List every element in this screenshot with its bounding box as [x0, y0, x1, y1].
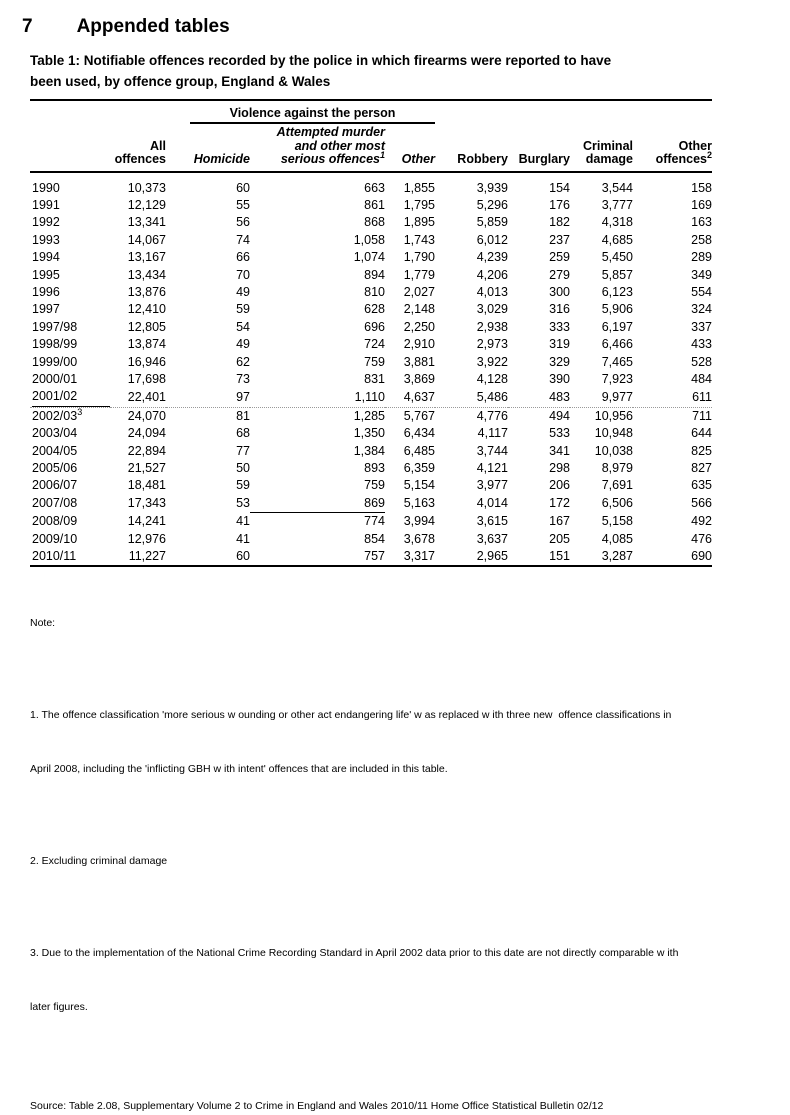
- value-cell: 3,744: [476, 443, 508, 458]
- col-label-line: Criminal: [582, 138, 633, 153]
- value-cell: 10,956: [570, 407, 633, 425]
- year-cell: [30, 477, 110, 494]
- value-cell: 74: [236, 232, 250, 247]
- value-cell: 337: [691, 319, 712, 334]
- value-cell: 77: [236, 443, 250, 458]
- footnote-marker: 1: [379, 149, 385, 160]
- value-cell: 4,206: [476, 267, 508, 282]
- value-cell: 258: [691, 232, 712, 247]
- value-cell: 5,486: [476, 389, 508, 404]
- value-cell: 60: [236, 180, 250, 195]
- value-cell: 433: [691, 337, 712, 352]
- col-label-line: [633, 149, 712, 167]
- table-row: [30, 267, 712, 284]
- value-cell: 2,250: [403, 319, 435, 334]
- year-label: 1993: [32, 232, 60, 247]
- note-line: later figures.: [30, 1001, 88, 1014]
- year-cell: [30, 301, 110, 318]
- value-cell: 3,939: [476, 180, 508, 195]
- year-cell: [30, 388, 110, 407]
- value-cell: 5,450: [601, 250, 633, 265]
- value-cell: 329: [549, 354, 570, 369]
- year-cell: [30, 284, 110, 301]
- value-cell: 182: [549, 215, 570, 230]
- value-cell: 49: [236, 284, 250, 299]
- col-label-text: serious offences: [280, 152, 380, 166]
- value-cell: 55: [236, 197, 250, 212]
- group-header-label: Violence against the person: [190, 106, 435, 124]
- table-row: [30, 477, 712, 494]
- value-cell: 2,910: [403, 337, 435, 352]
- year-cell: [30, 319, 110, 336]
- value-cell: 3,678: [403, 531, 435, 546]
- value-cell: 893: [364, 461, 385, 475]
- value-cell: 4,013: [476, 284, 508, 299]
- value-cell: 7,691: [601, 478, 633, 493]
- col-robbery: Robbery: [435, 124, 508, 172]
- value-cell: 13,876: [127, 284, 166, 299]
- value-cell: 206: [549, 478, 570, 493]
- table-row: [30, 301, 712, 318]
- value-cell: 869: [250, 495, 385, 513]
- value-cell: 635: [691, 478, 712, 493]
- value-cell: 56: [236, 215, 250, 230]
- table-row: [30, 548, 712, 566]
- value-cell: 3,029: [476, 302, 508, 317]
- col-label-line: Attempted murder: [276, 125, 385, 139]
- col-burglary: Burglary: [508, 124, 570, 172]
- value-cell: 759: [364, 478, 385, 493]
- value-cell: 289: [691, 250, 712, 265]
- source-line: Source: Table 2.08, Supplementary Volume 2 to Crime in England and Wales 2010/11 Home Office Statistical Bulletin 02/12: [30, 1100, 604, 1113]
- year-label: 1990: [32, 180, 60, 195]
- value-cell: 298: [549, 461, 570, 475]
- col-serious-offences: [250, 124, 385, 172]
- col-label-line: [250, 149, 385, 167]
- value-cell: 3,317: [385, 548, 435, 566]
- violence-group-cell: [166, 101, 435, 124]
- column-header-row: [30, 124, 712, 172]
- notes-label: Note:: [30, 617, 56, 630]
- col-label-line: and other most: [294, 138, 385, 153]
- note-2: 2. Excluding criminal damage: [30, 855, 168, 868]
- value-cell: 81: [166, 407, 250, 425]
- year-cell: [30, 443, 110, 460]
- value-cell: 2,148: [403, 302, 435, 317]
- value-cell: 566: [691, 496, 712, 511]
- table-body: [30, 172, 712, 567]
- table-title-line1: Table 1: Notifiable offences recorded by the police in which firearms were reported to have: [30, 53, 612, 68]
- value-cell: 279: [549, 267, 570, 282]
- value-cell: 11,227: [110, 548, 166, 566]
- col-label-line: Other: [678, 138, 712, 153]
- value-cell: 4,776: [435, 407, 508, 425]
- value-cell: 97: [236, 389, 250, 404]
- value-cell: 1,795: [403, 197, 435, 212]
- value-cell: 5,859: [476, 215, 508, 230]
- value-cell: 528: [691, 354, 712, 369]
- footnote-marker: 3: [77, 406, 83, 417]
- value-cell: 831: [364, 371, 385, 386]
- value-cell: 483: [549, 389, 570, 404]
- value-cell: 711: [633, 407, 712, 425]
- value-cell: 13,167: [127, 250, 166, 265]
- value-cell: 4,014: [476, 496, 508, 511]
- value-cell: 316: [549, 302, 570, 317]
- value-cell: 690: [633, 548, 712, 566]
- value-cell: 4,685: [601, 232, 633, 247]
- value-cell: 492: [691, 513, 712, 528]
- year-cell: [30, 354, 110, 371]
- section-heading: [22, 16, 712, 38]
- value-cell: 12,410: [127, 302, 166, 317]
- value-cell: 10,038: [594, 443, 633, 458]
- offences-table: [30, 101, 712, 567]
- value-cell: 484: [691, 371, 712, 386]
- value-cell: 1,855: [403, 180, 435, 195]
- value-cell: 324: [691, 302, 712, 317]
- year-cell: [30, 267, 110, 284]
- year-cell: [30, 371, 110, 388]
- value-cell: 66: [236, 250, 250, 265]
- year-cell: [30, 460, 110, 477]
- value-cell: 1,384: [353, 443, 385, 458]
- table-row: [30, 495, 712, 513]
- value-cell: 54: [236, 319, 250, 334]
- table-row: [30, 443, 712, 460]
- value-cell: 13,341: [127, 215, 166, 230]
- table-row: [30, 371, 712, 388]
- value-cell: 533: [549, 426, 570, 441]
- note-1: [30, 670, 712, 814]
- value-cell: 724: [364, 337, 385, 352]
- value-cell: 5,767: [385, 407, 435, 425]
- value-cell: 6,434: [403, 426, 435, 441]
- value-cell: 53: [236, 496, 250, 511]
- year-cell: [30, 495, 110, 513]
- col-homicide: Homicide: [166, 124, 250, 172]
- value-cell: 3,637: [476, 531, 508, 546]
- value-cell: 774: [364, 514, 385, 529]
- value-cell: 12,976: [127, 531, 166, 546]
- value-cell: 854: [364, 531, 385, 546]
- year-label: 1997/98: [32, 319, 78, 334]
- notes-section: [30, 578, 712, 1088]
- value-cell: 1,779: [403, 267, 435, 282]
- value-cell: 7,923: [601, 371, 633, 386]
- value-cell: 6,012: [476, 232, 508, 247]
- year-label: 2003/04: [32, 426, 78, 441]
- value-cell: 1,110: [354, 389, 385, 404]
- value-cell: 1,350: [353, 426, 385, 441]
- value-cell: 3,994: [403, 513, 435, 528]
- value-cell: 60: [166, 548, 250, 566]
- col-all-offences: All offences: [110, 124, 166, 172]
- value-cell: 62: [236, 354, 250, 369]
- year-label: 2008/09: [32, 513, 78, 528]
- table-row: [30, 531, 712, 548]
- value-cell: 70: [236, 267, 250, 282]
- value-cell: 13,874: [127, 337, 166, 352]
- table-row: [30, 197, 712, 214]
- value-cell: 73: [236, 371, 250, 386]
- value-cell: 12,805: [127, 319, 166, 334]
- note-line: 3. Due to the implementation of the National Crime Recording Standard in April 2002 data prior to this date are not directly comparable w ith: [30, 947, 679, 960]
- spacer-cell: [110, 101, 166, 124]
- year-cell: [30, 232, 110, 249]
- value-cell: 6,123: [601, 284, 633, 299]
- year-label: 2009/10: [32, 531, 78, 546]
- section-title: Appended tables: [76, 16, 230, 37]
- value-cell: 349: [691, 267, 712, 282]
- year-label: 2010/11: [32, 549, 77, 564]
- value-cell: 8,979: [601, 461, 633, 475]
- value-cell: 17,698: [127, 371, 166, 386]
- value-cell: 10,948: [594, 426, 633, 441]
- year-label: 1996: [32, 284, 60, 299]
- value-cell: 663: [364, 180, 385, 195]
- year-cell: [30, 336, 110, 353]
- value-cell: 205: [549, 531, 570, 546]
- value-cell: 59: [236, 478, 250, 493]
- value-cell: 3,869: [403, 371, 435, 386]
- note-line: April 2008, including the 'inflicting GBH w ith intent' offences that are included in this table.: [30, 763, 448, 776]
- value-cell: 3,615: [476, 513, 508, 528]
- year-cell: [30, 197, 110, 214]
- value-cell: 5,906: [601, 302, 633, 317]
- value-cell: 17,343: [127, 496, 166, 511]
- year-label: 2004/05: [32, 443, 78, 458]
- value-cell: 644: [691, 426, 712, 441]
- value-cell: 2,027: [403, 284, 435, 299]
- value-cell: 41: [236, 513, 250, 528]
- value-cell: 476: [691, 531, 712, 546]
- value-cell: 151: [508, 548, 570, 566]
- value-cell: 3,287: [570, 548, 633, 566]
- value-cell: 5,154: [403, 478, 435, 493]
- table-row: [30, 284, 712, 301]
- value-cell: 24,094: [127, 426, 166, 441]
- col-label-line: damage: [585, 152, 633, 166]
- value-cell: 14,241: [127, 513, 166, 528]
- value-cell: 4,085: [601, 531, 633, 546]
- value-cell: 1,058: [353, 232, 385, 247]
- value-cell: 9,977: [601, 389, 633, 404]
- year-label: 2001/02: [32, 388, 110, 406]
- year-label: 2002/03: [32, 408, 78, 423]
- year-label: 1995: [32, 267, 60, 282]
- value-cell: 825: [691, 443, 712, 458]
- value-cell: 390: [549, 371, 570, 386]
- year-cell: [30, 513, 110, 531]
- value-cell: 4,121: [476, 461, 508, 475]
- value-cell: 696: [364, 319, 385, 334]
- value-cell: 494: [508, 407, 570, 425]
- value-cell: 5,857: [601, 267, 633, 282]
- table-row: [30, 460, 712, 477]
- value-cell: 7,465: [601, 354, 633, 369]
- value-cell: 3,977: [476, 478, 508, 493]
- year-cell: [30, 425, 110, 442]
- value-cell: 14,067: [127, 232, 166, 247]
- table-row: [30, 354, 712, 371]
- value-cell: 167: [549, 513, 570, 528]
- value-cell: 861: [364, 197, 385, 212]
- group-header-row: [30, 101, 712, 124]
- value-cell: 59: [236, 302, 250, 317]
- year-label: 2007/08: [32, 496, 78, 511]
- value-cell: 1,285: [250, 407, 385, 425]
- year-label: 1999/00: [32, 354, 78, 369]
- value-cell: 22,401: [127, 389, 166, 404]
- value-cell: 21,527: [127, 461, 166, 475]
- year-cell: [30, 214, 110, 231]
- table-row: [30, 388, 712, 407]
- value-cell: 1,743: [403, 232, 435, 247]
- value-cell: 163: [691, 215, 712, 230]
- table-row: [30, 214, 712, 231]
- table-row: [30, 319, 712, 336]
- col-year: [30, 124, 110, 172]
- value-cell: 333: [549, 319, 570, 334]
- value-cell: 237: [549, 232, 570, 247]
- col-other: Other: [385, 124, 435, 172]
- footnote-marker: 2: [706, 149, 712, 160]
- value-cell: 3,881: [403, 354, 435, 369]
- value-cell: 154: [549, 180, 570, 195]
- value-cell: 49: [236, 337, 250, 352]
- year-label: 2005/06: [32, 461, 78, 475]
- value-cell: 24,070: [110, 407, 166, 425]
- section-number: 7: [22, 16, 33, 37]
- value-cell: 10,373: [127, 180, 166, 195]
- value-cell: 12,129: [127, 197, 166, 212]
- table-row: [30, 232, 712, 249]
- year-label: 1991: [32, 197, 60, 212]
- value-cell: 894: [364, 267, 385, 282]
- table-row: [30, 425, 712, 442]
- value-cell: 3,922: [476, 354, 508, 369]
- value-cell: 759: [364, 354, 385, 369]
- year-cell: [30, 172, 110, 197]
- value-cell: 868: [364, 215, 385, 230]
- value-cell: 158: [691, 180, 712, 195]
- value-cell: 4,239: [476, 250, 508, 265]
- value-cell: 50: [236, 461, 250, 475]
- year-label: 2006/07: [32, 478, 78, 493]
- value-cell: 2,938: [476, 319, 508, 334]
- value-cell: 2,973: [476, 337, 508, 352]
- value-cell: 810: [364, 284, 385, 299]
- value-cell: 757: [250, 548, 385, 566]
- year-label: 1992: [32, 215, 60, 230]
- col-other-offences: [633, 124, 712, 172]
- table-row: [30, 172, 712, 197]
- value-cell: 2,965: [435, 548, 508, 566]
- value-cell: 41: [236, 531, 250, 546]
- year-cell: [30, 531, 110, 548]
- table-row: [30, 336, 712, 353]
- value-cell: 827: [691, 461, 712, 475]
- value-cell: 172: [549, 496, 570, 511]
- value-cell: 18,481: [127, 478, 166, 493]
- value-cell: 6,506: [601, 496, 633, 511]
- value-cell: 6,466: [601, 337, 633, 352]
- value-cell: 1,790: [403, 250, 435, 265]
- value-cell: 1,074: [353, 250, 385, 265]
- value-cell: 4,637: [403, 389, 435, 404]
- note-3: [30, 908, 712, 1052]
- value-cell: 259: [549, 250, 570, 265]
- value-cell: 176: [549, 197, 570, 212]
- table-title: [30, 50, 712, 101]
- value-cell: 13,434: [127, 267, 166, 282]
- year-label: 2000/01: [32, 371, 78, 386]
- spacer-cell: [435, 101, 712, 124]
- value-cell: 16,946: [127, 354, 166, 369]
- value-cell: 6,359: [403, 461, 435, 475]
- value-cell: 611: [692, 389, 712, 404]
- value-cell: 5,296: [476, 197, 508, 212]
- value-cell: 4,117: [477, 426, 508, 441]
- table-row: [30, 249, 712, 266]
- value-cell: 5,158: [601, 513, 633, 528]
- note-line: 1. The offence classification 'more serious w ounding or other act endangering life' w as replaced w ith three new offence classifications in: [30, 709, 672, 722]
- table-row: [30, 513, 712, 531]
- year-cell: [30, 407, 110, 425]
- value-cell: 628: [364, 302, 385, 317]
- value-cell: 6,485: [403, 443, 435, 458]
- year-label: 1998/99: [32, 337, 78, 352]
- col-criminal-damage: [570, 124, 633, 172]
- table-row: [30, 407, 712, 425]
- value-cell: 4,318: [601, 215, 633, 230]
- year-cell: [30, 548, 110, 566]
- spacer-cell: [30, 101, 110, 124]
- year-cell: [30, 249, 110, 266]
- year-label: 1997: [32, 302, 60, 317]
- value-cell: 554: [691, 284, 712, 299]
- table-title-line2: been used, by offence group, England & Wales: [30, 74, 331, 89]
- value-cell: 68: [236, 426, 250, 441]
- value-cell: 4,128: [476, 371, 508, 386]
- year-label: 1994: [32, 250, 60, 265]
- value-cell: 319: [549, 337, 570, 352]
- value-cell: 3,544: [601, 180, 633, 195]
- value-cell: 22,894: [127, 443, 166, 458]
- value-cell: 5,163: [403, 496, 435, 511]
- value-cell: 1,895: [403, 215, 435, 230]
- value-cell: 3,777: [601, 197, 633, 212]
- value-cell: 169: [691, 197, 712, 212]
- value-cell: 300: [549, 284, 570, 299]
- value-cell: 341: [549, 443, 570, 458]
- value-cell: 6,197: [601, 319, 633, 334]
- col-label-text: offences: [655, 152, 707, 166]
